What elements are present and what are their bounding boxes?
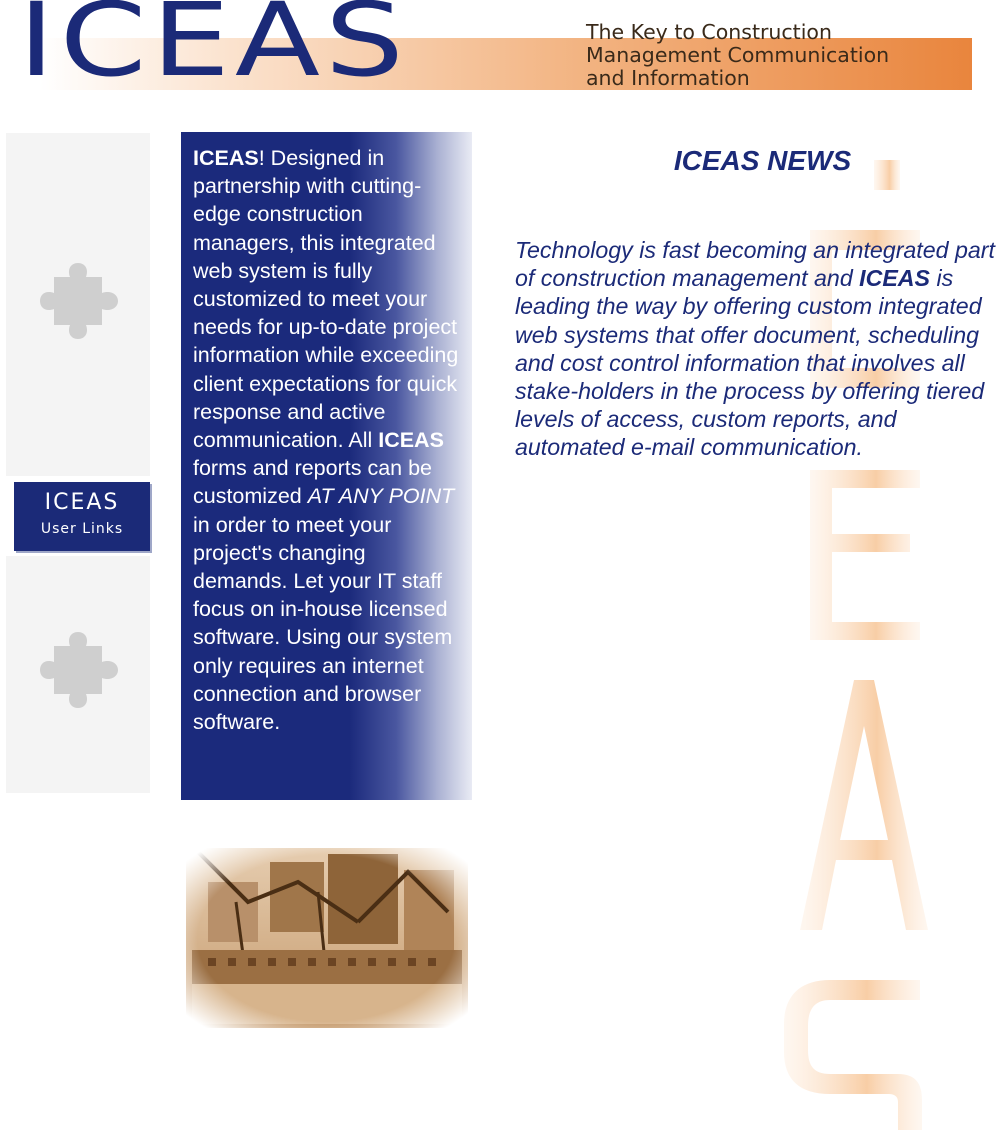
construction-photo xyxy=(178,842,474,1034)
news-text-2: is leading the way by offering custom integrated web systems that offer document, scheduling and cost control information that involves all stake-holders in the process by offering tiered levels of access, custom reports, and automated e-mail communication. xyxy=(515,265,985,461)
news-brand: ICEAS xyxy=(859,265,931,292)
site-tagline xyxy=(586,21,889,90)
site-logo[interactable]: ICEAS xyxy=(18,0,409,100)
user-links-subtitle: User Links xyxy=(40,521,124,537)
intro-brand-2: ICEAS xyxy=(378,428,444,453)
intro-text-2: forms and reports can be customized xyxy=(193,456,433,509)
intro-text-3: in order to meet your project's changing demands. Let your IT staff focus on in-house licensed software. Using our system only requires an internet connection and browser software. xyxy=(193,512,453,735)
news-title: ICEAS NEWS xyxy=(673,145,852,176)
tagline-line-2: Management Communication xyxy=(586,43,890,67)
site-header xyxy=(0,0,1000,100)
intro-text-box xyxy=(181,132,472,800)
intro-text-1: ! Designed in partnership with cutting-edge construction managers, this integrated web system is fully customized to meet your needs for up-to-date project information while exceeding client expectations for quick response and active communication. All xyxy=(193,146,459,453)
user-links-button[interactable] xyxy=(14,482,150,551)
user-links-title: ICEAS xyxy=(44,490,120,515)
sidebar-panel-top xyxy=(6,133,150,476)
puzzle-piece-icon xyxy=(40,632,118,710)
intro-emphasis: AT ANY POINT xyxy=(307,484,455,509)
sidebar-panel-bottom xyxy=(6,556,150,793)
intro-brand: ICEAS xyxy=(193,146,259,170)
tagline-line-1: The Key to Construction xyxy=(586,20,832,44)
puzzle-piece-icon xyxy=(40,263,118,341)
news-text-1: Technology is fast becoming an integrated part of construction management and xyxy=(515,237,995,292)
tagline-line-3: and Information xyxy=(586,66,750,90)
news-body xyxy=(515,236,1000,462)
